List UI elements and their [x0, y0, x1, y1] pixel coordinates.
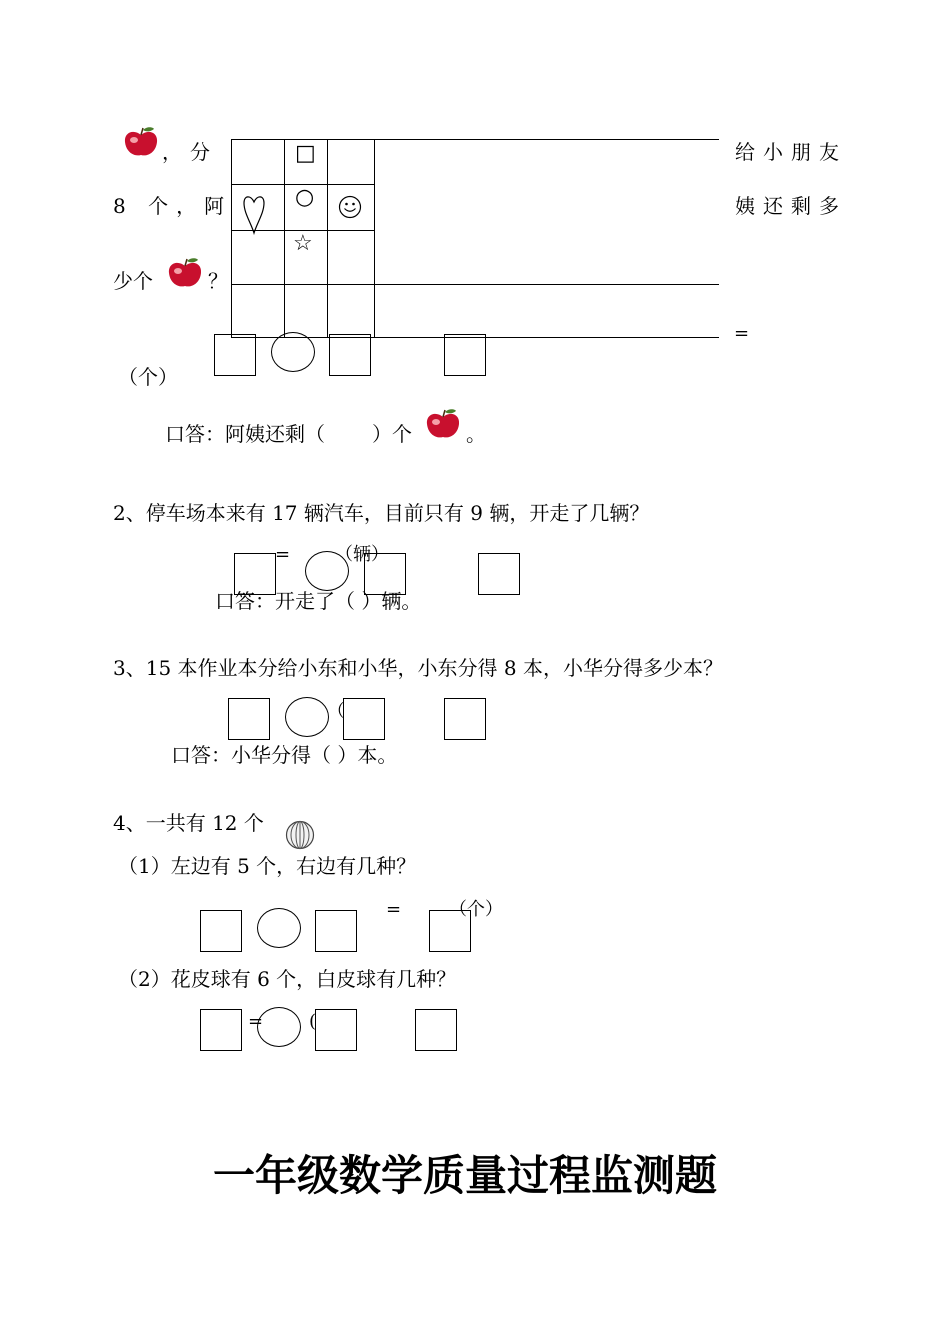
- problem4-sub2-fragment: (: [309, 1011, 317, 1032]
- problem4-sub1-equals: =: [386, 899, 402, 920]
- grid-line: [231, 139, 719, 140]
- grid-line: [284, 139, 285, 337]
- operator-circle[interactable]: [305, 551, 349, 591]
- problem1-line2-right: 姨还剩多: [735, 194, 847, 218]
- problem1-answer-mid: ）个: [372, 422, 412, 446]
- answer-box[interactable]: [444, 334, 486, 376]
- answer-box[interactable]: [200, 910, 242, 952]
- apple-icon: [122, 126, 160, 158]
- problem4-sub1: （1）左边有 5 个，右边有几种？: [118, 854, 417, 878]
- problem3-unit-fragment: （: [327, 701, 345, 722]
- problem2-unit: （辆）: [335, 544, 389, 565]
- answer-box[interactable]: [343, 698, 385, 740]
- operator-circle[interactable]: [271, 332, 315, 372]
- answer-box[interactable]: [478, 553, 520, 595]
- answer-box[interactable]: [315, 910, 357, 952]
- grid-line: [231, 139, 232, 337]
- problem1-answer-prefix: 口答：阿姨还剩（: [165, 422, 325, 446]
- problem3-question: 3、15 本作业本分给小东和小华，小东分得 8 本，小华分得多少本？: [113, 656, 723, 680]
- problem2-question: 2、停车场本来有 17 辆汽车，目前只有 9 辆，开走了几辆？: [113, 501, 650, 525]
- answer-box[interactable]: [228, 698, 270, 740]
- operator-circle[interactable]: [257, 908, 301, 948]
- answer-box[interactable]: [315, 1009, 357, 1051]
- problem1-answer-suffix: 。: [466, 422, 486, 446]
- grid-circle-symbol: ○: [295, 185, 315, 210]
- problem1-line3-b: ？: [208, 269, 228, 293]
- answer-box[interactable]: [214, 334, 256, 376]
- problem4-sub2: （2）花皮球有 6 个，白皮球有几种？: [118, 967, 457, 991]
- grid-line: [374, 139, 375, 337]
- problem1-equals: =: [734, 323, 750, 344]
- answer-box[interactable]: [444, 698, 486, 740]
- problem4-question: 4、一共有 12 个: [113, 811, 264, 835]
- operator-circle[interactable]: [285, 697, 329, 737]
- answer-box[interactable]: [429, 910, 471, 952]
- grid-square-symbol: □: [295, 141, 316, 166]
- smiley-icon: [338, 195, 362, 219]
- problem2-equals: =: [275, 544, 291, 565]
- grid-star-symbol: ☆: [293, 231, 313, 256]
- problem1-line2-left: 8 个，阿: [113, 194, 233, 218]
- answer-box[interactable]: [329, 334, 371, 376]
- apple-icon: [424, 408, 462, 440]
- grid-line: [327, 139, 328, 337]
- answer-box[interactable]: [200, 1009, 242, 1051]
- problem3-answer: 口答：小华分得（ ）本。: [171, 743, 398, 767]
- operator-circle[interactable]: [257, 1007, 301, 1047]
- ball-icon: [285, 820, 315, 850]
- apple-icon: [166, 257, 204, 289]
- problem1-unit: （个）: [118, 365, 178, 389]
- heart-shape-icon: [242, 193, 266, 235]
- problem1-line1-left: ，分: [162, 140, 218, 164]
- page-title: 一年级数学质量过程监测题: [212, 1151, 717, 1200]
- problem4-sub1-unit: （个）: [449, 899, 503, 920]
- problem1-line1-right: 给小朋友: [735, 140, 847, 164]
- answer-box[interactable]: [415, 1009, 457, 1051]
- problem4-sub2-equals: =: [248, 1011, 264, 1032]
- problem1-line3-a: 少个: [113, 269, 153, 293]
- problem2-answer: 口答：开走了（ ）辆。: [215, 589, 422, 613]
- grid-line: [231, 284, 719, 285]
